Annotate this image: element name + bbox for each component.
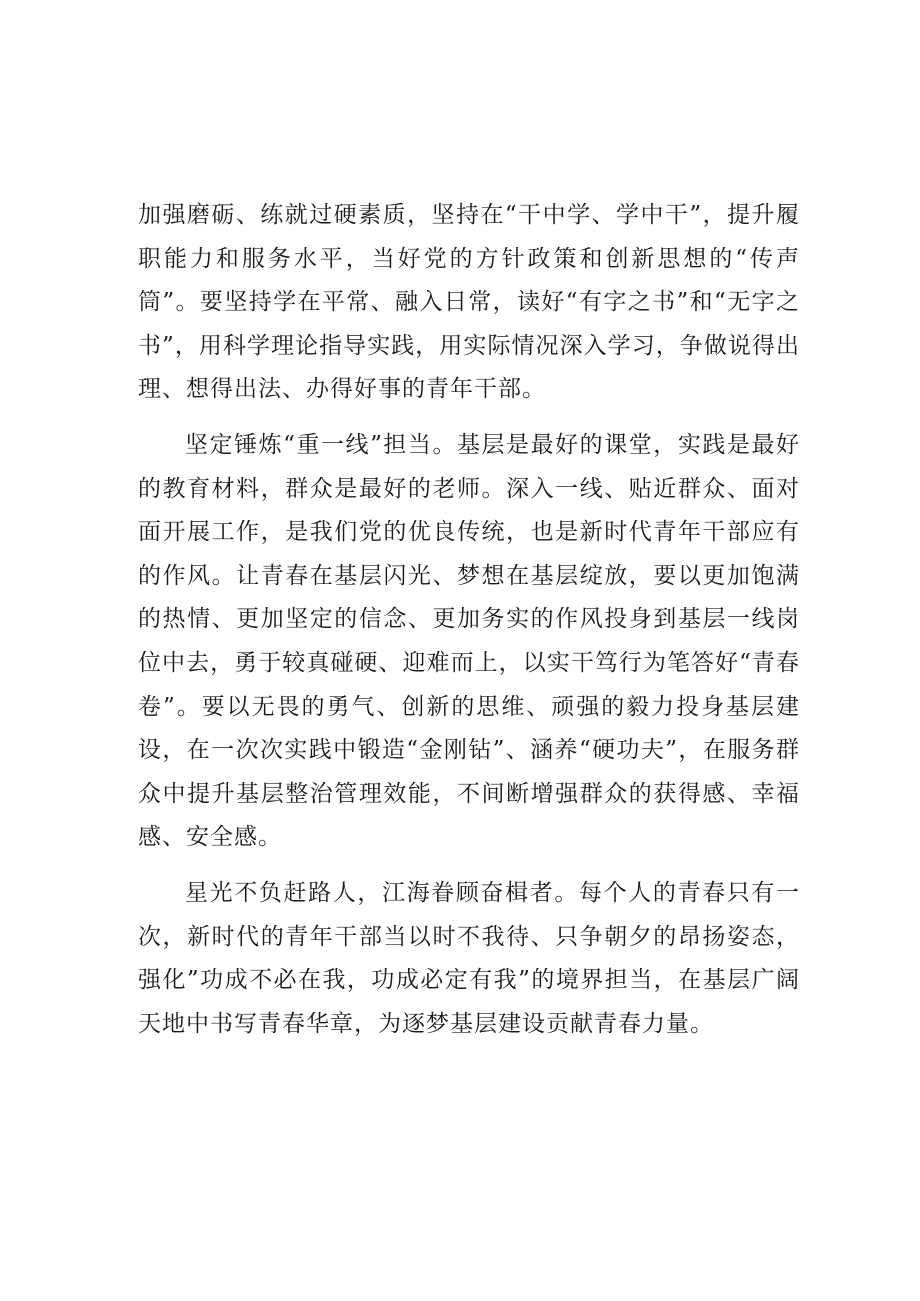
document-body — [138, 194, 800, 1046]
paragraph-grassroots-frontline: 坚定锤炼“重一线”担当。基层是最好的课堂，实践是最好的教育材料，群众是最好的老师。深入一线、贴近群众、面对面开展工作，是我们党的优良传统，也是新时代青年干部应有的作风。让青春在基层闪光、梦想在基层绽放，要以更加饱满的热情、更加坚定的信念、更加务实的作风投身到基层一线岗位中去，勇于较真碰硬、迎难而上，以实干笃行为笔答好“青春卷”。要以无畏的勇气、创新的思维、顽强的毅力投身基层建设，在一次次实践中锻造“金刚钻”、涵养“硬功夫”，在服务群众中提升基层整治管理效能，不间断增强群众的获得感、幸福感、安全感。 — [138, 431, 800, 851]
paragraph-conclusion: 星光不负赶路人，江海眷顾奋楫者。每个人的青春只有一次，新时代的青年干部当以时不我待、只争朝夕的昂扬姿态，强化”功成不必在我，功成必定有我”的境界担当，在基层广阔天地中书写青春华章，为逐梦基层建设贡献青春力量。 — [138, 879, 800, 1037]
paragraph-continued: 加强磨砺、练就过硬素质，坚持在“干中学、学中干”，提升履职能力和服务水平，当好党的方针政策和创新思想的“传声筒”。要坚持学在平常、融入日常，读好“有字之书”和“无字之书”，用科学理论指导实践，用实际情况深入学习，争做说得出理、想得出法、办得好事的青年干部。 — [138, 202, 800, 403]
